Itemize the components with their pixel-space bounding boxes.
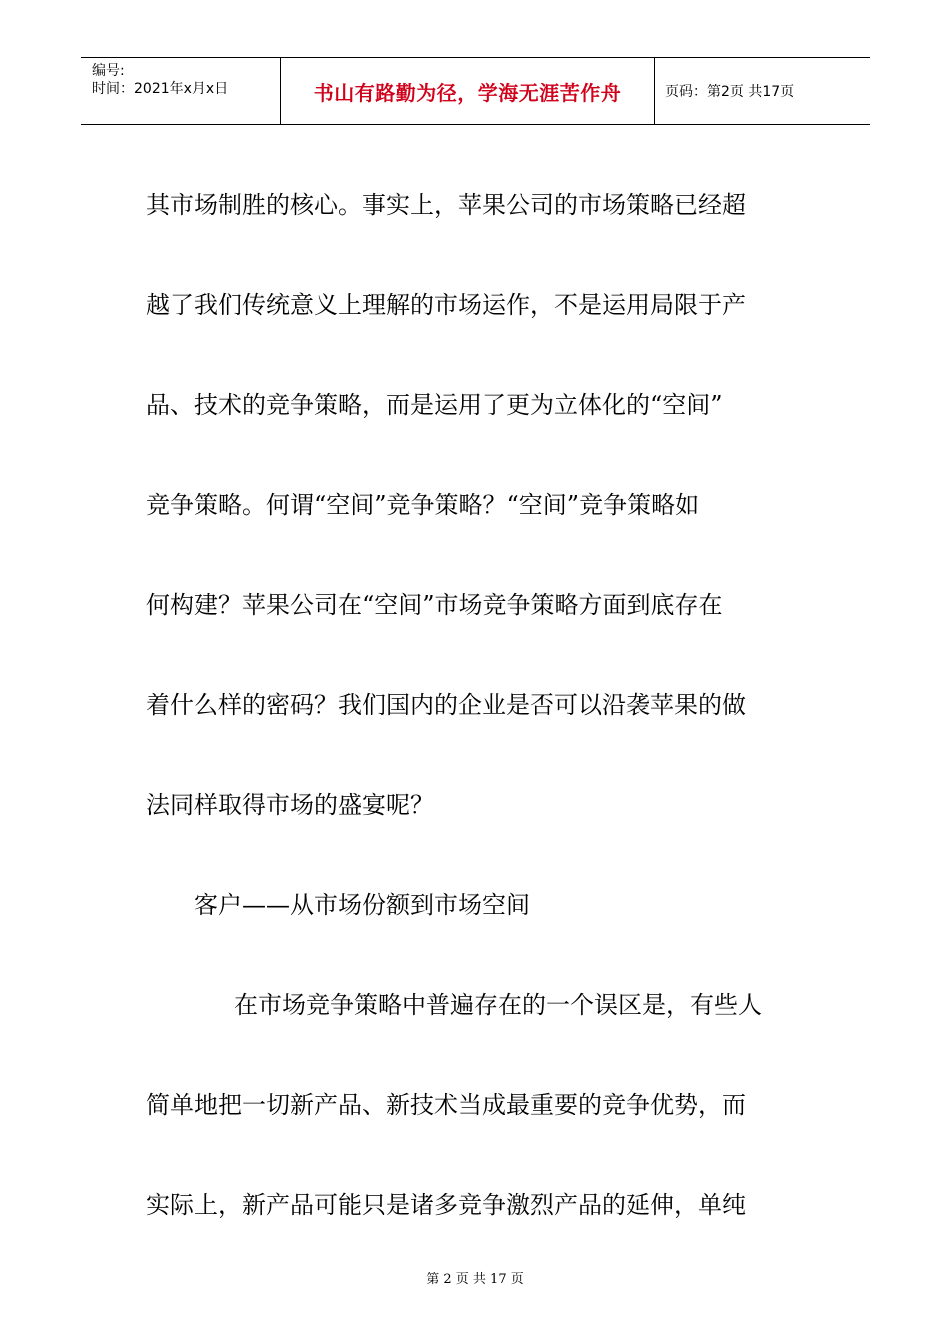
header-motto: 书山有路勤为径，学海无涯苦作舟 — [313, 80, 622, 105]
text-line: 简单地把一切新产品、新技术当成最重要的竞争优势，而 — [146, 1091, 746, 1119]
text-line: 品、技术的竞争策略，而是运用了更为立体化的“空间” — [146, 391, 723, 419]
text-line: 越了我们传统意义上理解的市场运作，不是运用局限于产 — [146, 291, 746, 319]
header-page-info: 页码：第2页 共17页 — [665, 84, 795, 100]
section-heading-paragraph — [146, 855, 826, 955]
text-line: 实际上，新产品可能只是诸多竞争激烈产品的延伸，单纯 — [146, 1191, 746, 1219]
footer-page-number: 第 2 页 共 17 页 — [426, 1272, 524, 1287]
document-time-label: 时间：2021年x月x日 — [92, 81, 229, 97]
text-line: 何构建？苹果公司在“空间”市场竞争策略方面到底存在 — [146, 591, 723, 619]
document-number-label: 编号: — [92, 63, 125, 79]
paragraph-intro — [146, 155, 826, 855]
text-line: 竞争策略。何谓“空间”竞争策略？“空间”竞争策略如 — [146, 491, 700, 519]
header-motto-cell — [281, 58, 655, 124]
paragraph-misconception — [146, 955, 826, 1255]
header-page-cell — [655, 58, 870, 124]
text-line: 其市场制胜的核心。事实上，苹果公司的市场策略已经超 — [146, 191, 746, 219]
text-line: 着什么样的密码？我们国内的企业是否可以沿袭苹果的做 — [146, 691, 746, 719]
text-line: 在市场竞争策略中普遍存在的一个误区是，有些人 — [234, 991, 762, 1019]
page-footer — [0, 1268, 950, 1287]
header-left-cell — [81, 58, 281, 124]
section-heading: 客户——从市场份额到市场空间 — [194, 891, 530, 919]
document-body — [146, 155, 826, 1255]
text-line: 法同样取得市场的盛宴呢？ — [146, 791, 434, 819]
page-header — [81, 57, 870, 125]
